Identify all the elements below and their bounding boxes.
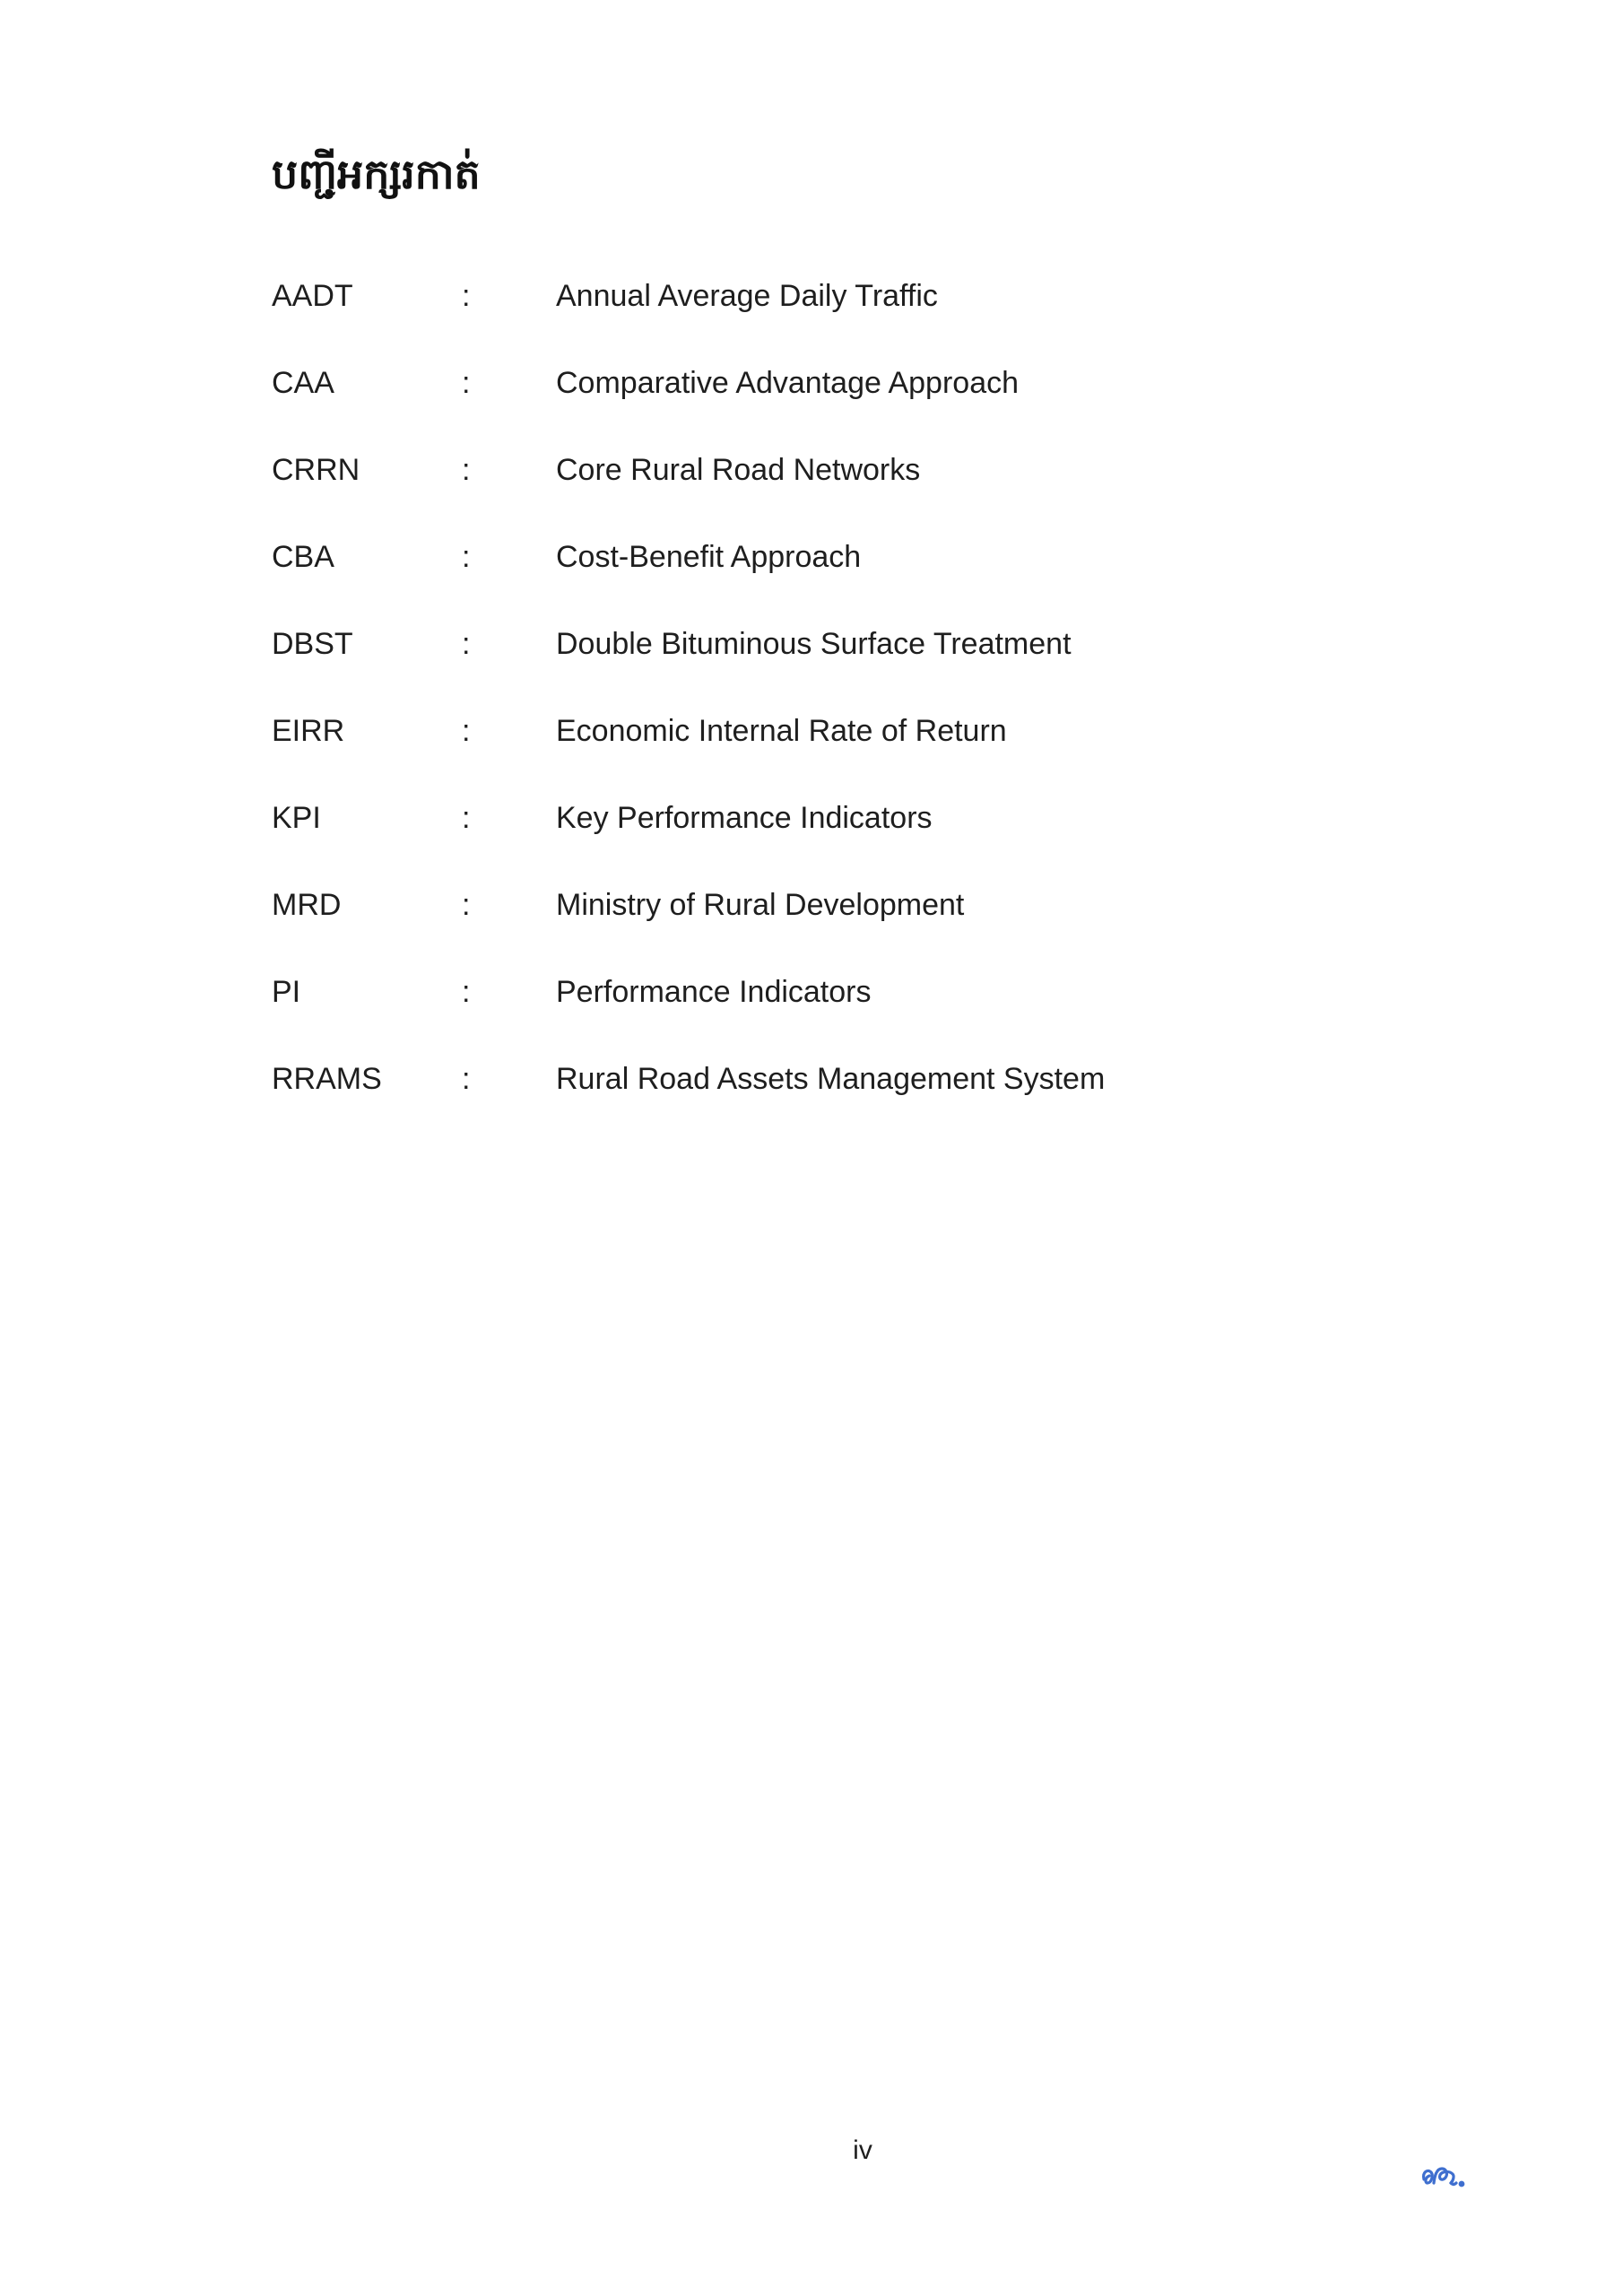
abbreviation-definition: Key Performance Indicators <box>556 801 933 835</box>
list-item <box>0 1052 1623 1139</box>
abbreviation-code: MRD <box>272 888 342 922</box>
abbreviation-separator: : <box>462 453 471 487</box>
abbreviation-code: DBST <box>272 627 353 661</box>
page-number: iv <box>853 2135 872 2165</box>
abbreviation-list <box>0 269 1623 1139</box>
abbreviation-definition: Ministry of Rural Development <box>556 888 965 922</box>
abbreviation-code: KPI <box>272 801 321 835</box>
abbreviation-definition: Core Rural Road Networks <box>556 453 921 487</box>
abbreviation-definition: Rural Road Assets Management System <box>556 1062 1106 1096</box>
list-item <box>0 356 1623 443</box>
abbreviation-code: CAA <box>272 366 334 400</box>
abbreviation-code: CRRN <box>272 453 360 487</box>
abbreviation-separator: : <box>462 279 471 313</box>
abbreviation-definition: Comparative Advantage Approach <box>556 366 1020 400</box>
list-item <box>0 530 1623 617</box>
abbreviation-code: PI <box>272 975 301 1009</box>
list-item <box>0 791 1623 878</box>
abbreviation-separator: : <box>462 627 471 661</box>
abbreviation-code: AADT <box>272 279 353 313</box>
list-item <box>0 443 1623 530</box>
abbreviation-separator: : <box>462 888 471 922</box>
handwritten-initial <box>1419 2156 1469 2192</box>
abbreviation-separator: : <box>462 801 471 835</box>
abbreviation-code: RRAMS <box>272 1062 382 1096</box>
abbreviation-separator: : <box>462 714 471 748</box>
abbreviation-definition: Annual Average Daily Traffic <box>556 279 938 313</box>
list-item <box>0 617 1623 704</box>
list-item <box>0 704 1623 791</box>
abbreviation-separator: : <box>462 1062 471 1096</box>
abbreviation-code: CBA <box>272 540 334 574</box>
abbreviation-separator: : <box>462 540 471 574</box>
abbreviation-separator: : <box>462 366 471 400</box>
page-title: បញ្ជីអក្សរកាត់ <box>272 150 481 198</box>
abbreviation-definition: Economic Internal Rate of Return <box>556 714 1007 748</box>
abbreviation-definition: Performance Indicators <box>556 975 872 1009</box>
list-item <box>0 269 1623 356</box>
abbreviation-separator: : <box>462 975 471 1009</box>
abbreviation-code: EIRR <box>272 714 345 748</box>
abbreviation-definition: Double Bituminous Surface Treatment <box>556 627 1072 661</box>
list-item <box>0 965 1623 1052</box>
list-item <box>0 878 1623 965</box>
abbreviation-definition: Cost-Benefit Approach <box>556 540 862 574</box>
